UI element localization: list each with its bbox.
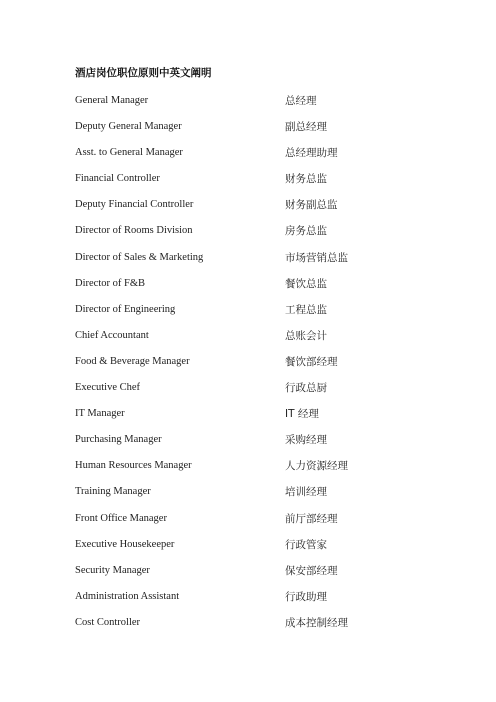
position-row bbox=[75, 303, 475, 329]
position-chinese: 财务副总监 bbox=[285, 199, 338, 212]
position-english: Deputy General Manager bbox=[75, 121, 182, 133]
position-english: General Manager bbox=[75, 95, 149, 106]
position-english: Director of Rooms Division bbox=[75, 225, 193, 237]
position-english: Executive Housekeeper bbox=[75, 538, 175, 550]
position-chinese: 房务总监 bbox=[285, 225, 327, 238]
position-chinese: 餐饮部经理 bbox=[285, 355, 338, 368]
position-list bbox=[75, 94, 475, 642]
position-english: Food & Beverage Manager bbox=[75, 355, 190, 367]
position-row bbox=[75, 459, 475, 485]
position-english: Deputy Financial Controller bbox=[75, 199, 194, 211]
position-chinese: 总账会计 bbox=[285, 329, 327, 342]
position-chinese: 前厅部经理 bbox=[285, 512, 338, 525]
position-row bbox=[75, 381, 475, 407]
position-chinese: 采购经理 bbox=[285, 434, 327, 447]
position-chinese: 行政管家 bbox=[285, 538, 327, 551]
position-english: Executive Chef bbox=[75, 382, 141, 394]
position-chinese: 总经理助理 bbox=[285, 147, 338, 160]
position-chinese: IT 经理 bbox=[285, 408, 319, 421]
position-row bbox=[75, 198, 475, 224]
position-row bbox=[75, 251, 475, 277]
position-row bbox=[75, 538, 475, 564]
position-row bbox=[75, 172, 475, 198]
position-english: Cost Controller bbox=[75, 616, 141, 628]
position-english: Human Resources Manager bbox=[75, 460, 192, 472]
position-chinese: 培训经理 bbox=[285, 486, 327, 499]
position-english: Director of Sales & Marketing bbox=[75, 251, 204, 263]
document-title: 酒店岗位职位原则中英文阐明 bbox=[75, 67, 212, 79]
position-row bbox=[75, 224, 475, 250]
position-row bbox=[75, 146, 475, 172]
position-english: Financial Controller bbox=[75, 173, 160, 185]
position-row bbox=[75, 512, 475, 538]
position-english: Asst. to General Manager bbox=[75, 147, 183, 159]
position-row bbox=[75, 277, 475, 303]
position-english: Security Manager bbox=[75, 564, 150, 576]
position-row bbox=[75, 120, 475, 146]
position-chinese: 工程总监 bbox=[285, 303, 327, 316]
position-row bbox=[75, 329, 475, 355]
position-english: Director of Engineering bbox=[75, 303, 176, 315]
position-english: Training Manager bbox=[75, 486, 151, 498]
position-chinese: 财务总监 bbox=[285, 173, 327, 186]
position-row bbox=[75, 564, 475, 590]
position-chinese: 餐饮总监 bbox=[285, 277, 327, 290]
position-english: Director of F&B bbox=[75, 277, 145, 289]
position-chinese: 行政助理 bbox=[285, 590, 327, 603]
position-row bbox=[75, 616, 475, 642]
position-row bbox=[75, 94, 475, 120]
position-chinese: 市场营销总监 bbox=[285, 251, 348, 264]
position-row bbox=[75, 355, 475, 381]
position-english: Purchasing Manager bbox=[75, 434, 162, 446]
position-row bbox=[75, 407, 475, 433]
position-chinese: 保安部经理 bbox=[285, 564, 338, 577]
position-chinese: 行政总厨 bbox=[285, 382, 327, 395]
position-english: Administration Assistant bbox=[75, 590, 180, 602]
position-english: IT Manager bbox=[75, 408, 125, 420]
position-chinese: 总经理 bbox=[285, 95, 317, 107]
position-chinese: 人力资源经理 bbox=[285, 460, 348, 473]
position-chinese: 成本控制经理 bbox=[285, 616, 348, 629]
position-row bbox=[75, 590, 475, 616]
position-row bbox=[75, 485, 475, 511]
position-english: Front Office Manager bbox=[75, 512, 167, 524]
position-row bbox=[75, 433, 475, 459]
position-chinese: 副总经理 bbox=[285, 121, 327, 134]
position-english: Chief Accountant bbox=[75, 329, 149, 341]
